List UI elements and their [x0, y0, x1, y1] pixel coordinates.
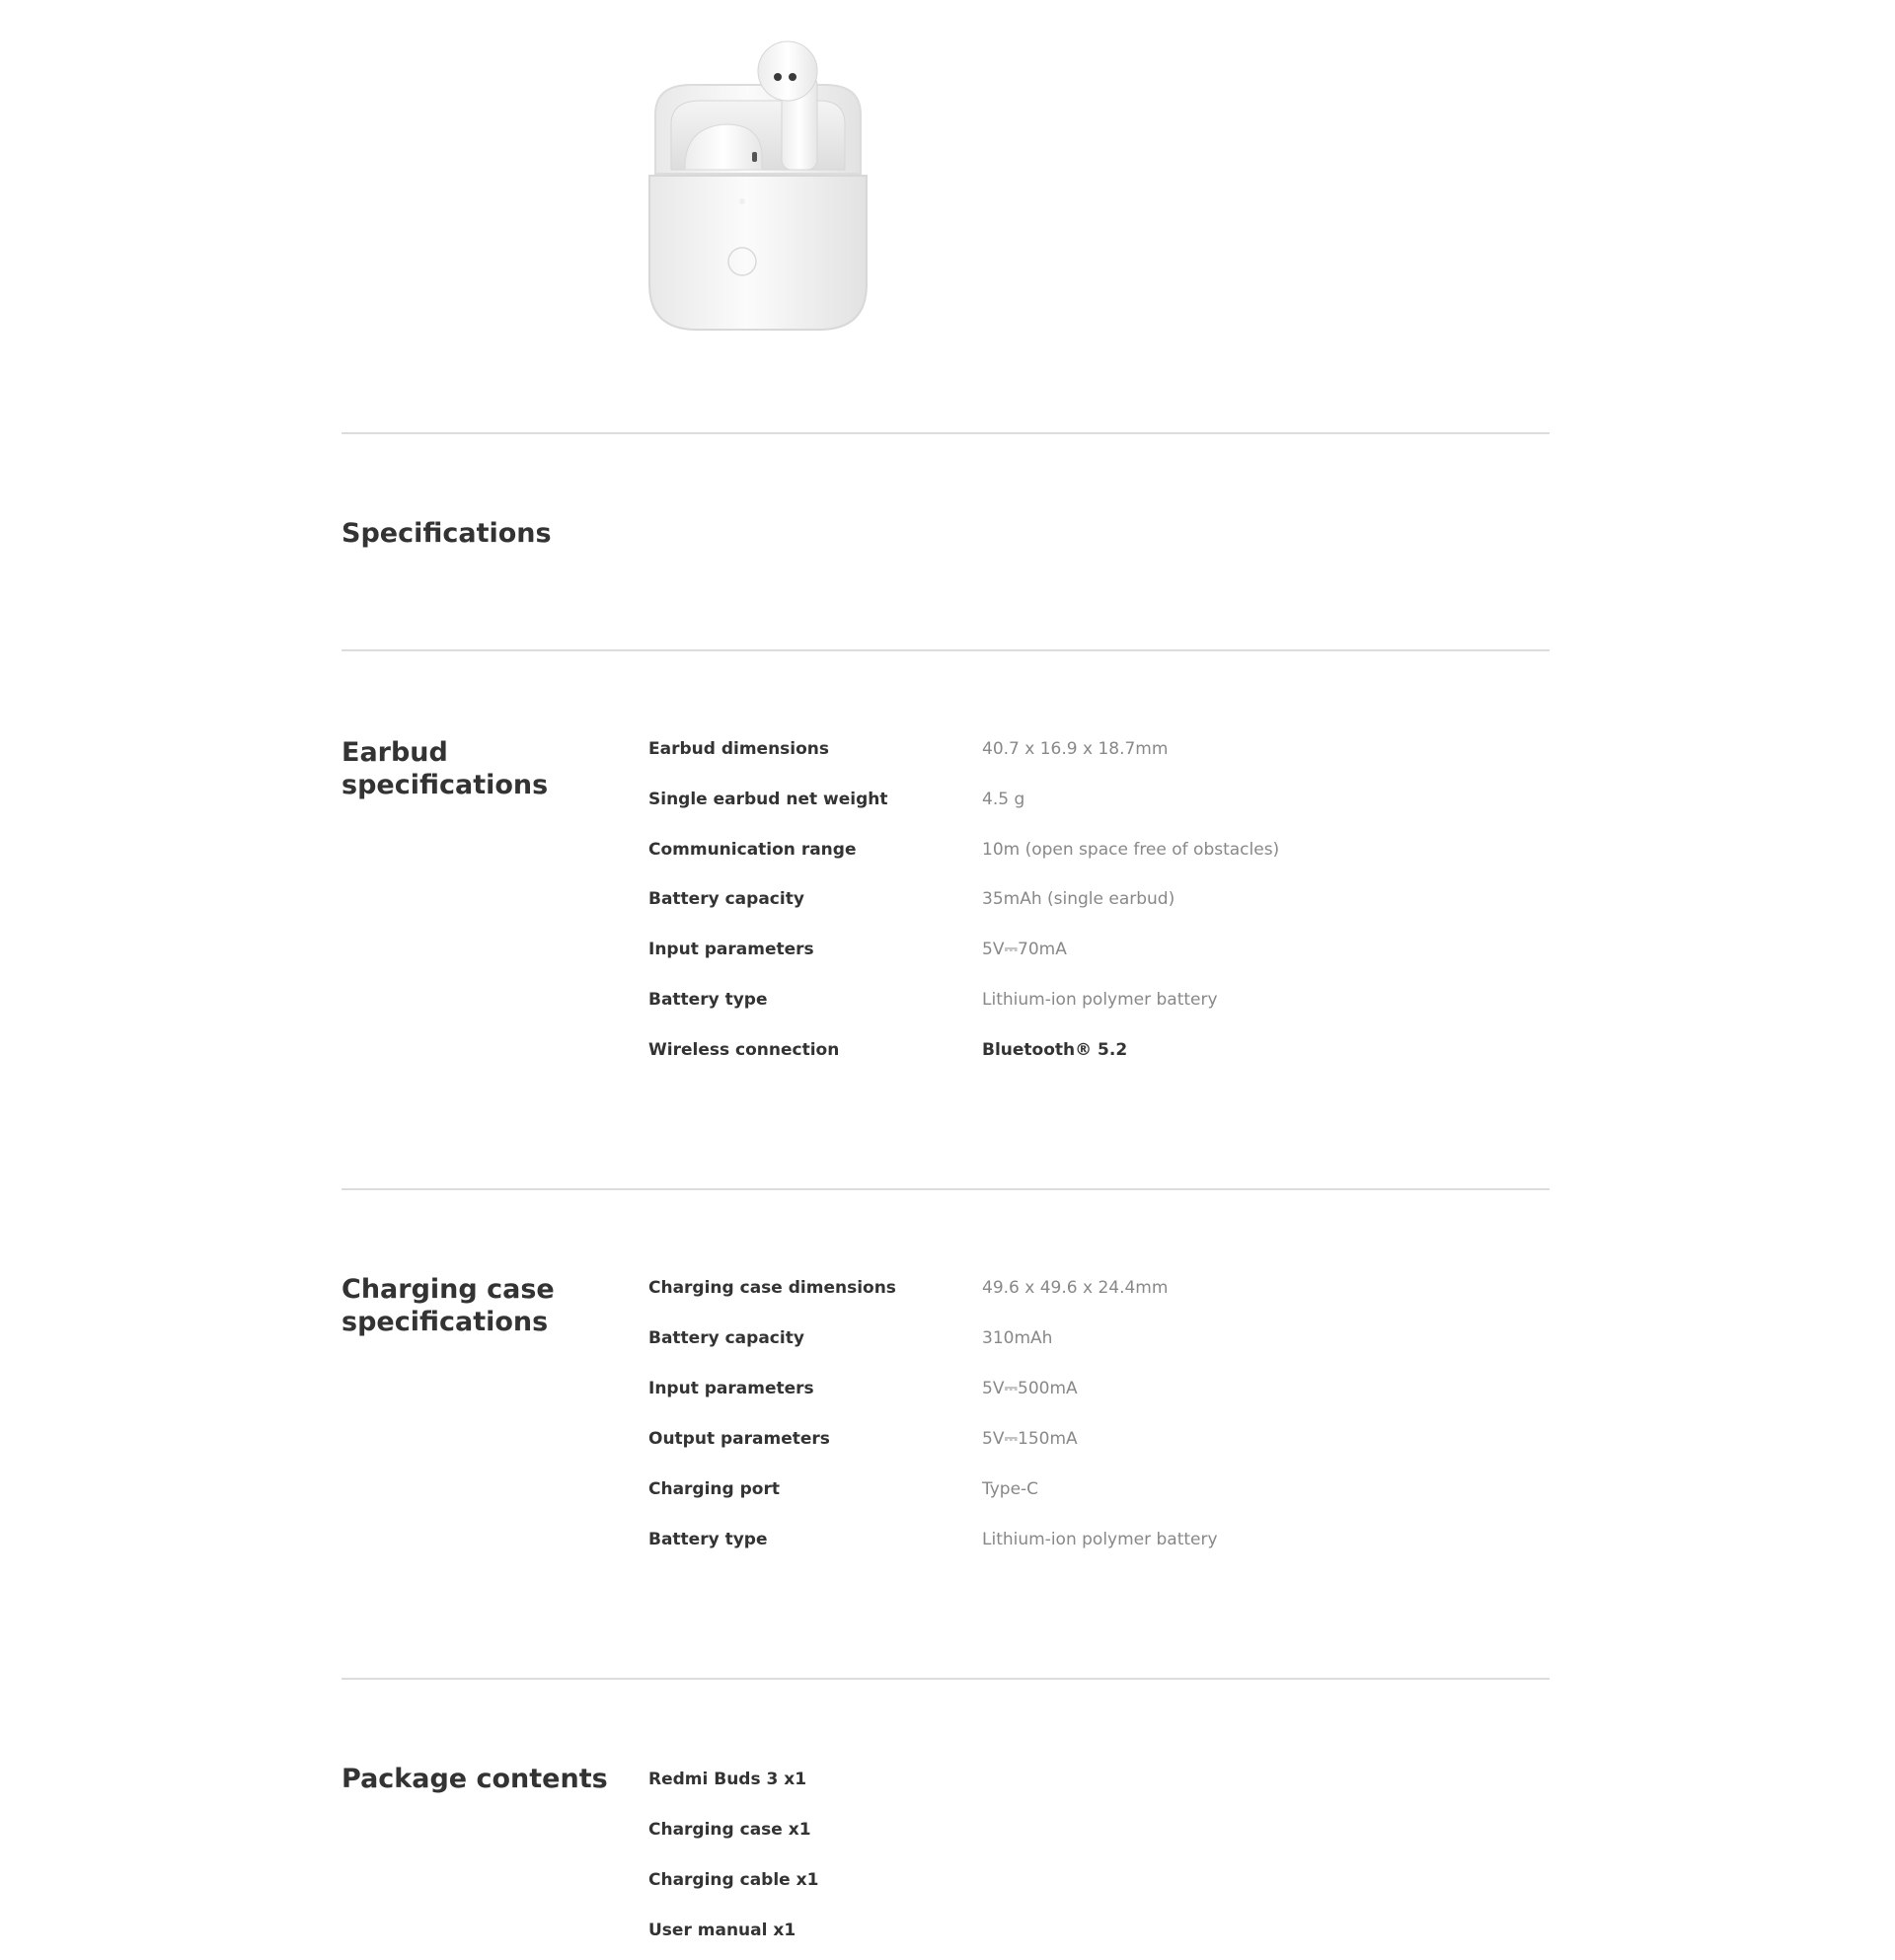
spec-label: Battery type — [648, 1530, 768, 1549]
spec-value: 5V⎓70mA — [982, 940, 1067, 959]
specifications-heading: Specifications — [341, 518, 552, 549]
spec-label: Earbud dimensions — [648, 739, 830, 759]
package-item: Charging case x1 — [648, 1820, 811, 1840]
spec-value: 310mAh — [982, 1328, 1053, 1348]
spec-row-communication-range — [648, 839, 1537, 868]
earbud-specifications-heading: Earbud specifications — [341, 737, 549, 800]
package-contents-heading: Package contents — [341, 1764, 608, 1794]
spec-row-case-output-parameters — [648, 1428, 1537, 1458]
spec-row-case-battery-type — [648, 1529, 1537, 1558]
spec-row-earbud-input-parameters — [648, 939, 1537, 968]
package-item: Redmi Buds 3 x1 — [648, 1770, 807, 1789]
section-divider — [341, 1678, 1550, 1680]
heading-line: Charging case — [341, 1274, 555, 1305]
spec-value: 10m (open space free of obstacles) — [982, 840, 1280, 860]
spec-value: 35mAh (single earbud) — [982, 889, 1175, 909]
package-item: Charging cable x1 — [648, 1870, 819, 1890]
spec-value: 5V⎓150mA — [982, 1429, 1078, 1449]
spec-label: Wireless connection — [648, 1040, 840, 1060]
spec-row-earbud-battery-type — [648, 989, 1537, 1018]
spec-value: Type-C — [982, 1479, 1039, 1499]
section-divider — [341, 649, 1550, 651]
spec-row-wireless-connection — [648, 1039, 1537, 1069]
spec-row-case-input-parameters — [648, 1378, 1537, 1407]
hero-section — [0, 0, 1895, 432]
spec-value: 5V⎓500mA — [982, 1379, 1078, 1398]
spec-label: Output parameters — [648, 1429, 830, 1449]
spec-label: Single earbud net weight — [648, 790, 888, 809]
spec-label: Input parameters — [648, 940, 814, 959]
spec-row-earbud-battery-capacity — [648, 888, 1537, 918]
package-item: User manual x1 — [648, 1921, 796, 1940]
heading-line: specifications — [341, 1307, 549, 1337]
spec-row-charging-port — [648, 1478, 1537, 1508]
section-divider — [341, 432, 1550, 434]
spec-label: Input parameters — [648, 1379, 814, 1398]
spec-label: Battery type — [648, 990, 768, 1010]
spec-value: Bluetooth® 5.2 — [982, 1040, 1128, 1060]
spec-row-case-dimensions — [648, 1277, 1537, 1307]
spec-value: 4.5 g — [982, 790, 1025, 809]
spec-value: 49.6 x 49.6 x 24.4mm — [982, 1278, 1169, 1298]
section-divider — [341, 1188, 1550, 1190]
spec-value: Lithium-ion polymer battery — [982, 990, 1218, 1010]
spec-label: Communication range — [648, 840, 857, 860]
spec-value: 40.7 x 16.9 x 18.7mm — [982, 739, 1169, 759]
spec-value: Lithium-ion polymer battery — [982, 1530, 1218, 1549]
spec-label: Battery capacity — [648, 1328, 804, 1348]
earbuds-case-image — [632, 36, 888, 341]
spec-row-case-battery-capacity — [648, 1327, 1537, 1357]
charging-case-specifications-heading — [341, 1273, 628, 1338]
spec-label: Charging case dimensions — [648, 1278, 896, 1298]
spec-label: Battery capacity — [648, 889, 804, 909]
spec-label: Charging port — [648, 1479, 780, 1499]
spec-row-earbud-weight — [648, 789, 1537, 818]
spec-row-earbud-dimensions — [648, 738, 1537, 768]
